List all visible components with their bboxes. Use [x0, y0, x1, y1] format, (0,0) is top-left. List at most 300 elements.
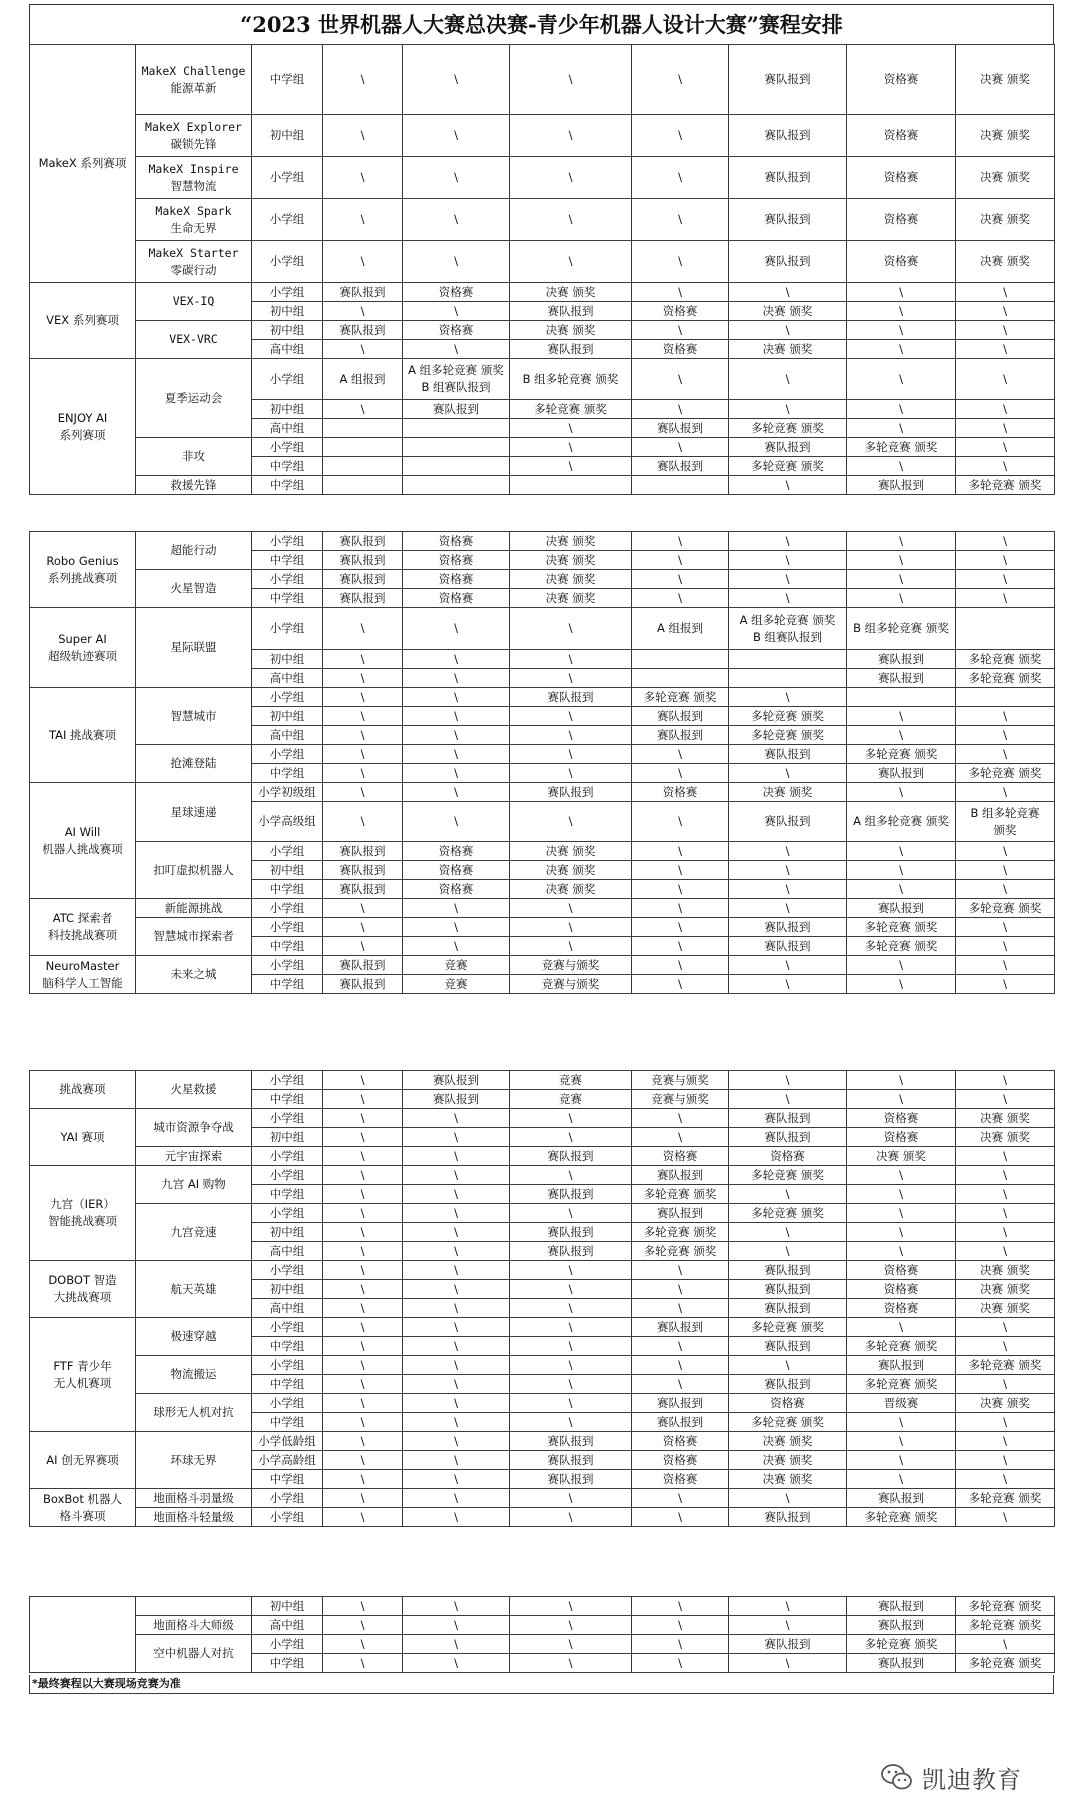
schedule-cell: 多轮竞赛 颁奖	[955, 1596, 1055, 1616]
schedule-cell: \	[322, 1260, 403, 1280]
schedule-cell: \	[955, 1374, 1055, 1394]
schedule-cell: 资格赛	[846, 240, 956, 283]
schedule-cell: \	[631, 917, 729, 937]
schedule-cell: 资格赛	[846, 198, 956, 241]
schedule-cell: \	[322, 917, 403, 937]
schedule-cell: 赛队报到	[509, 1184, 632, 1204]
schedule-cell: 竞赛	[402, 955, 510, 975]
schedule-cell: \	[509, 1203, 632, 1223]
schedule-cell: \	[631, 1127, 729, 1147]
schedule-cell: \	[955, 841, 1055, 861]
group-cell: 初中组	[251, 1127, 323, 1147]
schedule-cell: \	[955, 974, 1055, 994]
schedule-cell: \	[728, 763, 847, 783]
event-category: FTF 青少年 无人机赛项	[29, 1317, 136, 1432]
schedule-cell: \	[509, 44, 632, 115]
schedule-cell: \	[728, 841, 847, 861]
schedule-cell: \	[509, 744, 632, 764]
schedule-cell: \	[322, 649, 403, 669]
schedule-cell: 资格赛	[846, 1260, 956, 1280]
schedule-cell: \	[728, 974, 847, 994]
group-cell: 小学组	[251, 607, 323, 650]
schedule-cell: 多轮竞赛 颁奖	[509, 399, 632, 419]
schedule-cell: 决赛 颁奖	[955, 1298, 1055, 1318]
schedule-cell: 多轮竞赛 颁奖	[631, 1184, 729, 1204]
schedule-cell: 资格赛	[846, 1108, 956, 1128]
schedule-cell: \	[509, 898, 632, 918]
schedule-cell: \	[846, 358, 956, 400]
schedule-cell: \	[509, 1488, 632, 1508]
schedule-cell: \	[509, 649, 632, 669]
event-category: 九宫（IER） 智能挑战赛项	[29, 1165, 136, 1261]
schedule-cell: \	[322, 936, 403, 956]
schedule-cell: \	[322, 1488, 403, 1508]
schedule-cell: \	[402, 44, 510, 115]
schedule-cell: 赛队报到	[631, 418, 729, 438]
schedule-cell: 多轮竞赛 颁奖	[631, 687, 729, 707]
schedule-cell: \	[402, 1108, 510, 1128]
schedule-cell: \	[728, 358, 847, 400]
schedule-cell: 赛队报到	[728, 1374, 847, 1394]
schedule-cell: 多轮竞赛 颁奖	[631, 1241, 729, 1261]
schedule-cell: \	[322, 399, 403, 419]
schedule-cell: \	[846, 879, 956, 899]
schedule-cell: \	[322, 44, 403, 115]
group-cell: 小学组	[251, 282, 323, 302]
schedule-cell: \	[955, 725, 1055, 745]
event-name: 环球无界	[135, 1431, 252, 1489]
schedule-cell: A 组报到	[631, 607, 729, 650]
group-cell: 小学组	[251, 898, 323, 918]
schedule-cell: \	[402, 1355, 510, 1375]
schedule-cell: 赛队报到	[728, 44, 847, 115]
event-category: Robo Genius 系列挑战赛项	[29, 531, 136, 608]
schedule-cell: \	[402, 1653, 510, 1673]
schedule-cell: \	[322, 1317, 403, 1337]
schedule-cell: 决赛 颁奖	[728, 1469, 847, 1489]
schedule-cell: \	[955, 320, 1055, 340]
schedule-cell: \	[631, 1653, 729, 1673]
group-cell: 高中组	[251, 1298, 323, 1318]
schedule-cell: \	[728, 1070, 847, 1090]
schedule-cell: \	[402, 1184, 510, 1204]
schedule-cell: 决赛 颁奖	[728, 782, 847, 802]
event-name: 火星智造	[135, 569, 252, 608]
schedule-cell: \	[846, 456, 956, 476]
event-name: 新能源挑战	[135, 898, 252, 918]
schedule-cell: 赛队报到	[631, 1165, 729, 1185]
schedule-cell: 赛队报到	[509, 1146, 632, 1166]
group-cell: 初中组	[251, 114, 323, 157]
group-cell: 高中组	[251, 1241, 323, 1261]
group-cell: 中学组	[251, 475, 323, 495]
schedule-cell	[322, 437, 403, 457]
schedule-cell: \	[728, 569, 847, 589]
schedule-cell: \	[402, 339, 510, 359]
schedule-cell: 竞赛与颁奖	[631, 1070, 729, 1090]
schedule-cell: 赛队报到	[509, 1450, 632, 1470]
schedule-cell: \	[402, 668, 510, 688]
schedule-cell: \	[955, 1507, 1055, 1527]
schedule-cell: \	[509, 418, 632, 438]
event-name: 抢滩登陆	[135, 744, 252, 783]
schedule-cell: \	[322, 1615, 403, 1635]
schedule-cell: 决赛 颁奖	[509, 860, 632, 880]
brand-name: 凯迪教育	[922, 1765, 1022, 1794]
group-cell: 初中组	[251, 649, 323, 669]
schedule-cell: 赛队报到	[322, 569, 403, 589]
group-cell: 高中组	[251, 339, 323, 359]
schedule-cell: \	[846, 339, 956, 359]
event-name: 地面格斗羽量级	[135, 1488, 252, 1508]
schedule-cell: \	[728, 1222, 847, 1242]
schedule-cell: \	[846, 320, 956, 340]
schedule-cell: \	[509, 1393, 632, 1413]
schedule-cell: \	[631, 1279, 729, 1299]
schedule-cell: \	[631, 1108, 729, 1128]
schedule-cell: \	[631, 841, 729, 861]
schedule-cell: \	[322, 1336, 403, 1356]
schedule-cell: 决赛 颁奖	[955, 1279, 1055, 1299]
group-cell: 小学高龄组	[251, 1450, 323, 1470]
schedule-cell: \	[322, 1127, 403, 1147]
schedule-cell: 赛队报到	[728, 1279, 847, 1299]
schedule-cell: 赛队报到	[631, 1412, 729, 1432]
schedule-cell: \	[631, 156, 729, 199]
schedule-cell: \	[955, 879, 1055, 899]
schedule-cell: \	[728, 282, 847, 302]
schedule-cell: \	[402, 782, 510, 802]
schedule-cell: 赛队报到	[728, 917, 847, 937]
schedule-cell: A 组报到	[322, 358, 403, 400]
schedule-cell: 资格赛	[402, 320, 510, 340]
schedule-cell: \	[846, 1450, 956, 1470]
schedule-cell: \	[955, 1241, 1055, 1261]
schedule-cell: 赛队报到	[322, 550, 403, 570]
event-category: YAI 赛项	[29, 1108, 136, 1166]
schedule-cell: \	[322, 1203, 403, 1223]
schedule-cell: 赛队报到	[509, 339, 632, 359]
schedule-cell: \	[322, 1653, 403, 1673]
schedule-cell: \	[955, 550, 1055, 570]
schedule-cell: 竞赛与颁奖	[509, 955, 632, 975]
footnote: *最终赛程以大赛现场竞赛为准	[29, 1675, 1054, 1694]
schedule-cell: \	[728, 879, 847, 899]
schedule-cell	[402, 437, 510, 457]
schedule-cell: \	[322, 1431, 403, 1451]
schedule-cell: \	[631, 531, 729, 551]
schedule-cell: 决赛 颁奖	[955, 114, 1055, 157]
schedule-cell: 竞赛	[509, 1089, 632, 1109]
schedule-cell	[402, 456, 510, 476]
schedule-cell: 资格赛	[631, 1146, 729, 1166]
schedule-cell: \	[402, 114, 510, 157]
schedule-cell: 赛队报到	[728, 1108, 847, 1128]
schedule-cell: \	[509, 1108, 632, 1128]
schedule-cell	[728, 649, 847, 669]
event-category: ENJOY AI 系列赛项	[29, 358, 136, 495]
event-name: 航天英雄	[135, 1260, 252, 1318]
group-cell: 小学组	[251, 198, 323, 241]
schedule-cell: \	[846, 1070, 956, 1090]
schedule-cell: 多轮竞赛 颁奖	[955, 763, 1055, 783]
schedule-cell: \	[955, 1184, 1055, 1204]
schedule-cell: 赛队报到	[728, 240, 847, 283]
event-category: Super AI 超级轨迹赛项	[29, 607, 136, 688]
schedule-cell: \	[322, 706, 403, 726]
schedule-cell	[631, 668, 729, 688]
event-name: 扣叮虚拟机器人	[135, 841, 252, 899]
schedule-cell: \	[728, 687, 847, 707]
schedule-cell: \	[631, 320, 729, 340]
schedule-cell: 赛队报到	[728, 801, 847, 842]
schedule-cell: \	[846, 569, 956, 589]
schedule-cell: 赛队报到	[631, 456, 729, 476]
schedule-cell: 赛队报到	[846, 1596, 956, 1616]
schedule-cell: 赛队报到	[728, 437, 847, 457]
schedule-cell: \	[846, 301, 956, 321]
schedule-cell: \	[402, 1488, 510, 1508]
schedule-cell: 多轮竞赛 颁奖	[846, 1336, 956, 1356]
schedule-cell: \	[322, 801, 403, 842]
schedule-cell: \	[322, 1355, 403, 1375]
schedule-cell	[322, 418, 403, 438]
group-cell: 初中组	[251, 399, 323, 419]
group-cell: 初中组	[251, 320, 323, 340]
schedule-cell: 多轮竞赛 颁奖	[631, 1222, 729, 1242]
event-name: 智慧城市	[135, 687, 252, 745]
schedule-cell: 多轮竞赛 颁奖	[728, 1165, 847, 1185]
schedule-cell: 赛队报到	[402, 1070, 510, 1090]
group-cell: 小学组	[251, 358, 323, 400]
group-cell: 小学组	[251, 156, 323, 199]
schedule-cell: 赛队报到	[846, 1653, 956, 1673]
schedule-cell: 赛队报到	[846, 649, 956, 669]
schedule-cell: \	[955, 1469, 1055, 1489]
schedule-cell: 多轮竞赛 颁奖	[728, 1412, 847, 1432]
group-cell: 中学组	[251, 1469, 323, 1489]
schedule-cell: 多轮竞赛 颁奖	[728, 418, 847, 438]
group-cell: 中学组	[251, 550, 323, 570]
schedule-cell: \	[631, 569, 729, 589]
schedule-cell: \	[631, 763, 729, 783]
schedule-cell: \	[322, 1469, 403, 1489]
schedule-cell: 资格赛	[846, 44, 956, 115]
schedule-cell: 赛队报到	[728, 1298, 847, 1318]
schedule-cell: 决赛 颁奖	[509, 531, 632, 551]
group-cell: 小学组	[251, 917, 323, 937]
schedule-cell: \	[402, 1241, 510, 1261]
schedule-cell: 赛队报到	[322, 588, 403, 608]
schedule-cell: \	[846, 282, 956, 302]
schedule-cell: \	[955, 917, 1055, 937]
schedule-cell: 多轮竞赛 颁奖	[846, 936, 956, 956]
schedule-cell: \	[955, 399, 1055, 419]
event-name: 超能行动	[135, 531, 252, 570]
schedule-cell: 赛队报到	[728, 114, 847, 157]
group-cell: 小学组	[251, 1355, 323, 1375]
schedule-cell: 赛队报到	[631, 725, 729, 745]
schedule-cell: \	[955, 301, 1055, 321]
schedule-cell: \	[509, 801, 632, 842]
schedule-cell: \	[402, 607, 510, 650]
schedule-cell: B 组多轮竞赛 颁奖	[955, 801, 1055, 842]
schedule-cell: 赛队报到	[846, 1488, 956, 1508]
schedule-cell: \	[322, 1596, 403, 1616]
event-name: MakeX Challenge 能源革新	[135, 44, 252, 115]
event-name: 城市资源争夺战	[135, 1108, 252, 1147]
schedule-cell: \	[509, 1507, 632, 1527]
schedule-cell: \	[955, 1146, 1055, 1166]
schedule-cell: \	[402, 1615, 510, 1635]
schedule-cell	[631, 475, 729, 495]
schedule-cell: \	[955, 339, 1055, 359]
schedule-cell: 资格赛	[402, 860, 510, 880]
event-name: 智慧城市探索者	[135, 917, 252, 956]
event-name: 物流搬运	[135, 1355, 252, 1394]
schedule-cell: 资格赛	[402, 550, 510, 570]
schedule-cell: 多轮竞赛 颁奖	[955, 668, 1055, 688]
schedule-cell: \	[402, 1146, 510, 1166]
schedule-cell: \	[402, 917, 510, 937]
schedule-cell: 资格赛	[402, 879, 510, 899]
group-cell: 初中组	[251, 1279, 323, 1299]
schedule-cell: 赛队报到	[322, 974, 403, 994]
schedule-cell: \	[728, 1089, 847, 1109]
schedule-cell: \	[631, 550, 729, 570]
schedule-cell: 赛队报到	[728, 1260, 847, 1280]
schedule-cell: \	[402, 1469, 510, 1489]
schedule-cell: 资格赛	[846, 156, 956, 199]
schedule-cell: 赛队报到	[509, 782, 632, 802]
schedule-cell: \	[728, 1596, 847, 1616]
schedule-cell: \	[728, 550, 847, 570]
schedule-cell: \	[322, 1279, 403, 1299]
schedule-cell: \	[955, 1089, 1055, 1109]
schedule-cell: \	[631, 974, 729, 994]
schedule-cell: \	[509, 437, 632, 457]
schedule-cell: \	[322, 1089, 403, 1109]
schedule-cell: \	[631, 1298, 729, 1318]
group-cell: 小学组	[251, 1108, 323, 1128]
group-cell: 小学组	[251, 240, 323, 283]
schedule-cell: \	[402, 1165, 510, 1185]
group-cell: 初中组	[251, 1222, 323, 1242]
group-cell: 高中组	[251, 725, 323, 745]
schedule-cell: \	[846, 725, 956, 745]
event-category: MakeX 系列赛项	[29, 44, 136, 283]
group-cell: 小学组	[251, 531, 323, 551]
schedule-cell: \	[322, 1070, 403, 1090]
page-title: “2023 世界机器人大赛总决赛-青少年机器人设计大赛”赛程安排	[29, 4, 1054, 44]
group-cell: 高中组	[251, 1615, 323, 1635]
schedule-cell: 赛队报到	[846, 1355, 956, 1375]
schedule-cell: \	[509, 917, 632, 937]
schedule-cell: \	[728, 320, 847, 340]
schedule-cell: \	[728, 860, 847, 880]
schedule-cell: 赛队报到	[322, 879, 403, 899]
schedule-cell: \	[631, 282, 729, 302]
schedule-cell: 决赛 颁奖	[509, 588, 632, 608]
schedule-cell: \	[402, 156, 510, 199]
schedule-cell: 资格赛	[846, 1127, 956, 1147]
group-cell: 小学组	[251, 1317, 323, 1337]
event-category: 挑战赛项	[29, 1070, 136, 1109]
schedule-cell: \	[955, 1431, 1055, 1451]
schedule-cell: 多轮竞赛 颁奖	[846, 1374, 956, 1394]
schedule-cell: A 组多轮竞赛 颁奖	[846, 801, 956, 842]
event-category: BoxBot 机器人 格斗赛项	[29, 1488, 136, 1527]
schedule-cell: \	[322, 1634, 403, 1654]
schedule-cell: \	[728, 399, 847, 419]
schedule-cell: \	[728, 955, 847, 975]
schedule-cell: \	[322, 1393, 403, 1413]
group-cell: 初中组	[251, 301, 323, 321]
schedule-cell: 资格赛	[631, 1431, 729, 1451]
event-name: 地面格斗大师级	[135, 1615, 252, 1635]
schedule-cell: 赛队报到	[509, 687, 632, 707]
schedule-cell: 赛队报到	[322, 955, 403, 975]
schedule-cell: \	[402, 1317, 510, 1337]
schedule-cell: \	[846, 1165, 956, 1185]
schedule-cell: \	[955, 936, 1055, 956]
group-cell: 中学组	[251, 879, 323, 899]
schedule-cell: \	[631, 955, 729, 975]
schedule-cell: \	[846, 399, 956, 419]
schedule-cell: \	[846, 1222, 956, 1242]
event-name: VEX-VRC	[135, 320, 252, 359]
event-name: 火星救援	[135, 1070, 252, 1109]
schedule-cell: 决赛 颁奖	[728, 1431, 847, 1451]
schedule-cell: \	[509, 1165, 632, 1185]
schedule-cell: 资格赛	[631, 1450, 729, 1470]
schedule-cell: \	[728, 588, 847, 608]
schedule-cell: 赛队报到	[846, 898, 956, 918]
schedule-cell: 赛队报到	[728, 198, 847, 241]
schedule-cell: \	[509, 114, 632, 157]
schedule-cell: \	[402, 1412, 510, 1432]
schedule-cell: \	[509, 1355, 632, 1375]
group-cell: 中学组	[251, 456, 323, 476]
schedule-cell: 多轮竞赛 颁奖	[728, 1203, 847, 1223]
schedule-cell: 赛队报到	[509, 1241, 632, 1261]
schedule-cell: \	[322, 1165, 403, 1185]
schedule-cell: \	[509, 1336, 632, 1356]
schedule-cell: \	[631, 1355, 729, 1375]
schedule-cell: \	[955, 782, 1055, 802]
schedule-cell: \	[509, 1374, 632, 1394]
event-name: 元宇宙探索	[135, 1146, 252, 1166]
schedule-cell: 竞赛与颁奖	[509, 974, 632, 994]
group-cell: 小学组	[251, 1165, 323, 1185]
schedule-cell: 赛队报到	[322, 531, 403, 551]
schedule-cell: 多轮竞赛 颁奖	[955, 1355, 1055, 1375]
schedule-cell: 决赛 颁奖	[509, 569, 632, 589]
schedule-cell: 赛队报到	[509, 301, 632, 321]
schedule-cell: \	[631, 399, 729, 419]
schedule-cell: \	[846, 1469, 956, 1489]
schedule-cell: \	[728, 1184, 847, 1204]
schedule-cell: \	[846, 841, 956, 861]
schedule-cell: 竞赛与颁奖	[631, 1089, 729, 1109]
schedule-cell: \	[846, 1431, 956, 1451]
schedule-cell: 多轮竞赛 颁奖	[846, 744, 956, 764]
schedule-cell: 赛队报到	[631, 706, 729, 726]
schedule-cell: \	[955, 955, 1055, 975]
schedule-cell: 赛队报到	[846, 668, 956, 688]
schedule-cell: \	[955, 418, 1055, 438]
schedule-cell: 决赛 颁奖	[955, 198, 1055, 241]
